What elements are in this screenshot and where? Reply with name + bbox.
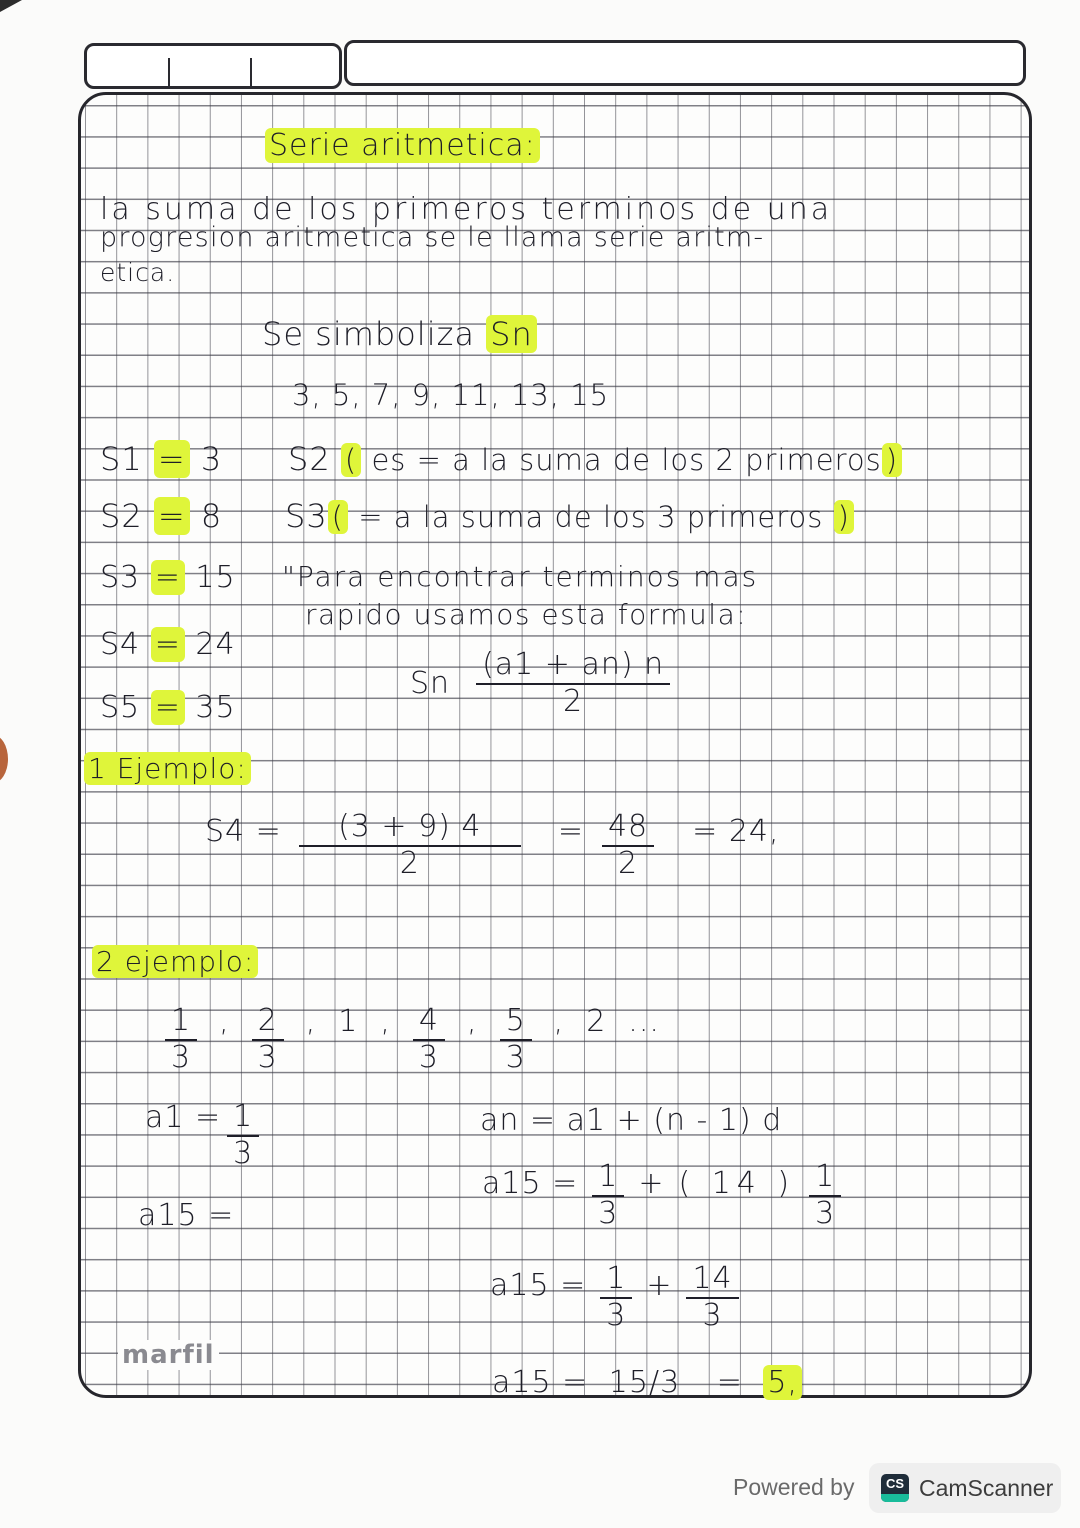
general-term-formula: an = a1 + (n - 1) d <box>480 1103 783 1138</box>
explanation-s3: S3 ( = a la suma de los 3 primeros ) <box>285 497 854 535</box>
camscanner-icon: CS <box>881 1474 909 1502</box>
finger-thumb <box>0 735 8 783</box>
example2-heading: 2 ejemplo: <box>92 945 258 978</box>
a15-label: a15 = <box>138 1198 235 1233</box>
explanation-s2: S2 ( es = a la suma de los 2 primeros ) <box>288 440 902 478</box>
symbol-prefix: Se simboliza <box>262 315 475 353</box>
partial-sum-s1: S1 = 3 <box>100 440 223 478</box>
symbol-sn: Sn <box>486 315 537 353</box>
sum-formula <box>410 648 670 719</box>
partial-sum-s5: S5 = 35 <box>100 690 236 725</box>
a1-value: a1 = $\frac{1}{3}$ <box>145 1100 259 1171</box>
definition-line: progresion aritmetica se le llama serie aritm- <box>100 222 765 253</box>
formula-fraction: $\frac{(a1 + an) n}{2}$ <box>476 648 670 719</box>
symbol-line <box>262 315 537 353</box>
a15-step2: a15 = $\frac{1}{3}$ + $\frac{14}{3}$ <box>490 1262 739 1333</box>
partial-sum-s2: S2 = 8 <box>100 497 223 535</box>
a15-final-answer: 5, <box>763 1365 802 1400</box>
a15-step1: a15 = $\frac{1}{3}$ + ( 14 ) $\frac{1}{3}$ <box>482 1160 841 1231</box>
powered-by-label: Powered by <box>733 1474 855 1500</box>
formula-lhs: Sn <box>410 666 451 701</box>
example2-sequence: $\frac{1}{3}$ , $\frac{2}{3}$ , 1 , $\frac{4}{3}$ , $\frac{5}{3}$ , 2 ... <box>165 1004 660 1075</box>
note-title: Serie aritmetica: <box>265 128 540 163</box>
definition-line: etica. <box>100 258 176 287</box>
faster-note-line: "Para encontrar terminos mas <box>282 560 759 593</box>
faster-note-line: rapido usamos esta formula: <box>305 598 748 631</box>
camscanner-badge <box>869 1463 1061 1513</box>
camscanner-brand: CamScanner <box>919 1474 1054 1501</box>
sequence: 3, 5, 7, 9, 11, 13, 15 <box>292 378 610 412</box>
title-box <box>344 40 1026 86</box>
partial-sum-s3: S3 = 15 <box>100 560 236 595</box>
date-box <box>84 43 342 89</box>
example1-calculation: S4 = $\frac{(3 + 9) 4}{2}$ = $\frac{48}{2}$ = 24, <box>205 809 780 881</box>
definition-line: la suma de los primeros terminos de una <box>100 192 833 227</box>
page-corner-shadow <box>0 0 22 12</box>
a15-result: a15 = 15/3 = 5, <box>492 1365 802 1400</box>
paper-brand-logo: marfil <box>118 1340 219 1370</box>
date-box-divider <box>168 58 170 86</box>
date-box-divider <box>250 58 252 86</box>
example1-heading: 1 Ejemplo: <box>84 752 251 785</box>
partial-sum-s4: S4 = 24 <box>100 627 236 662</box>
